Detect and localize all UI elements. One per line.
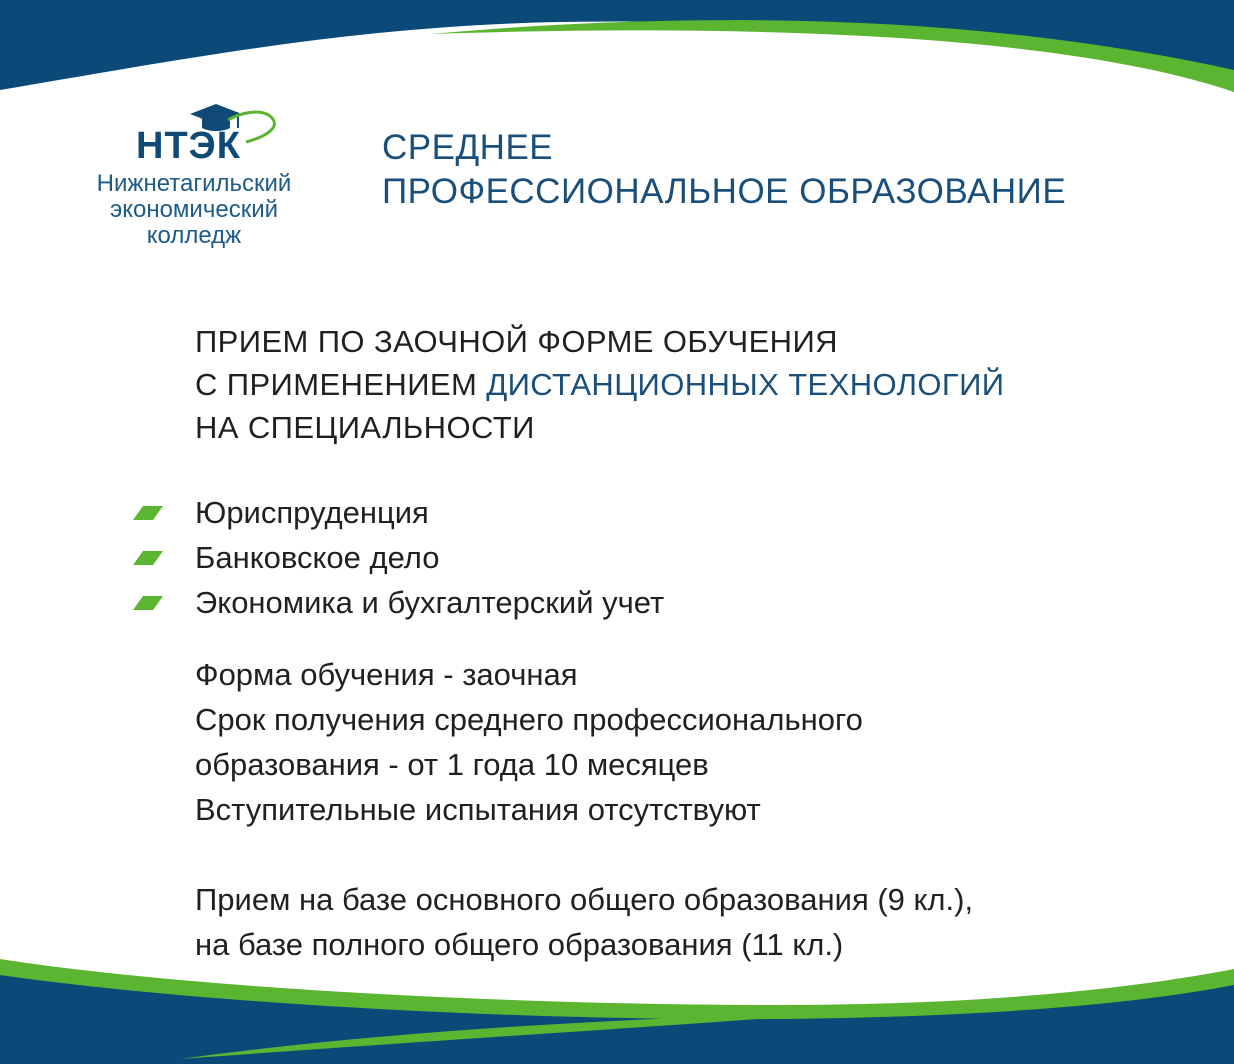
intro-line-3: НА СПЕЦИАЛЬНОСТИ (195, 410, 535, 445)
heading-line-2: ПРОФЕССИОНАЛЬНОЕ ОБРАЗОВАНИЕ (382, 172, 1067, 211)
details-line: Вступительные испытания отсутствуют (195, 792, 761, 827)
spacer (195, 832, 973, 877)
list-item (133, 490, 664, 535)
intro-line-2 (195, 363, 1004, 406)
college-name-line: колледж (146, 222, 242, 249)
specialty-label: Экономика и бухгалтерский учет (195, 584, 665, 620)
college-name (78, 171, 310, 249)
details-line: Форма обучения - заочная (195, 657, 578, 692)
intro-line-1: ПРИЕМ ПО ЗАОЧНОЙ ФОРМЕ ОБУЧЕНИЯ (195, 324, 838, 359)
admission-details (195, 652, 973, 967)
top-wave-decoration (0, 0, 1234, 100)
logo-abbreviation: НТЭК (136, 125, 241, 167)
intro-line-2-accent: ДИСТАНЦИОННЫХ ТЕХНОЛОГИЙ (486, 367, 1005, 402)
heading-line-1: СРЕДНЕЕ (382, 128, 554, 167)
details-line: образования - от 1 года 10 месяцев (195, 747, 709, 782)
details-line: на базе полного общего образования (11 кл.) (195, 927, 844, 962)
green-parallelogram-bullet-icon (133, 596, 163, 610)
college-logo (78, 100, 310, 260)
details-line: Срок получения среднего профессионального (195, 702, 863, 737)
college-name-line: Нижнетагильский (96, 170, 292, 197)
green-parallelogram-bullet-icon (133, 551, 163, 565)
page-heading (382, 126, 1066, 214)
list-item (133, 535, 664, 580)
specialty-list (133, 490, 664, 625)
bottom-wave-decoration (0, 959, 1234, 1064)
admission-intro (195, 320, 1004, 449)
list-item (133, 580, 664, 625)
green-parallelogram-bullet-icon (133, 506, 163, 520)
specialty-label: Юриспруденция (195, 494, 429, 530)
details-line: Прием на базе основного общего образования (9 кл.), (195, 882, 974, 917)
intro-line-2-prefix: С ПРИМЕНЕНИЕМ (195, 367, 487, 402)
college-name-line: экономический (109, 196, 279, 223)
specialty-label: Банковское дело (195, 539, 440, 575)
